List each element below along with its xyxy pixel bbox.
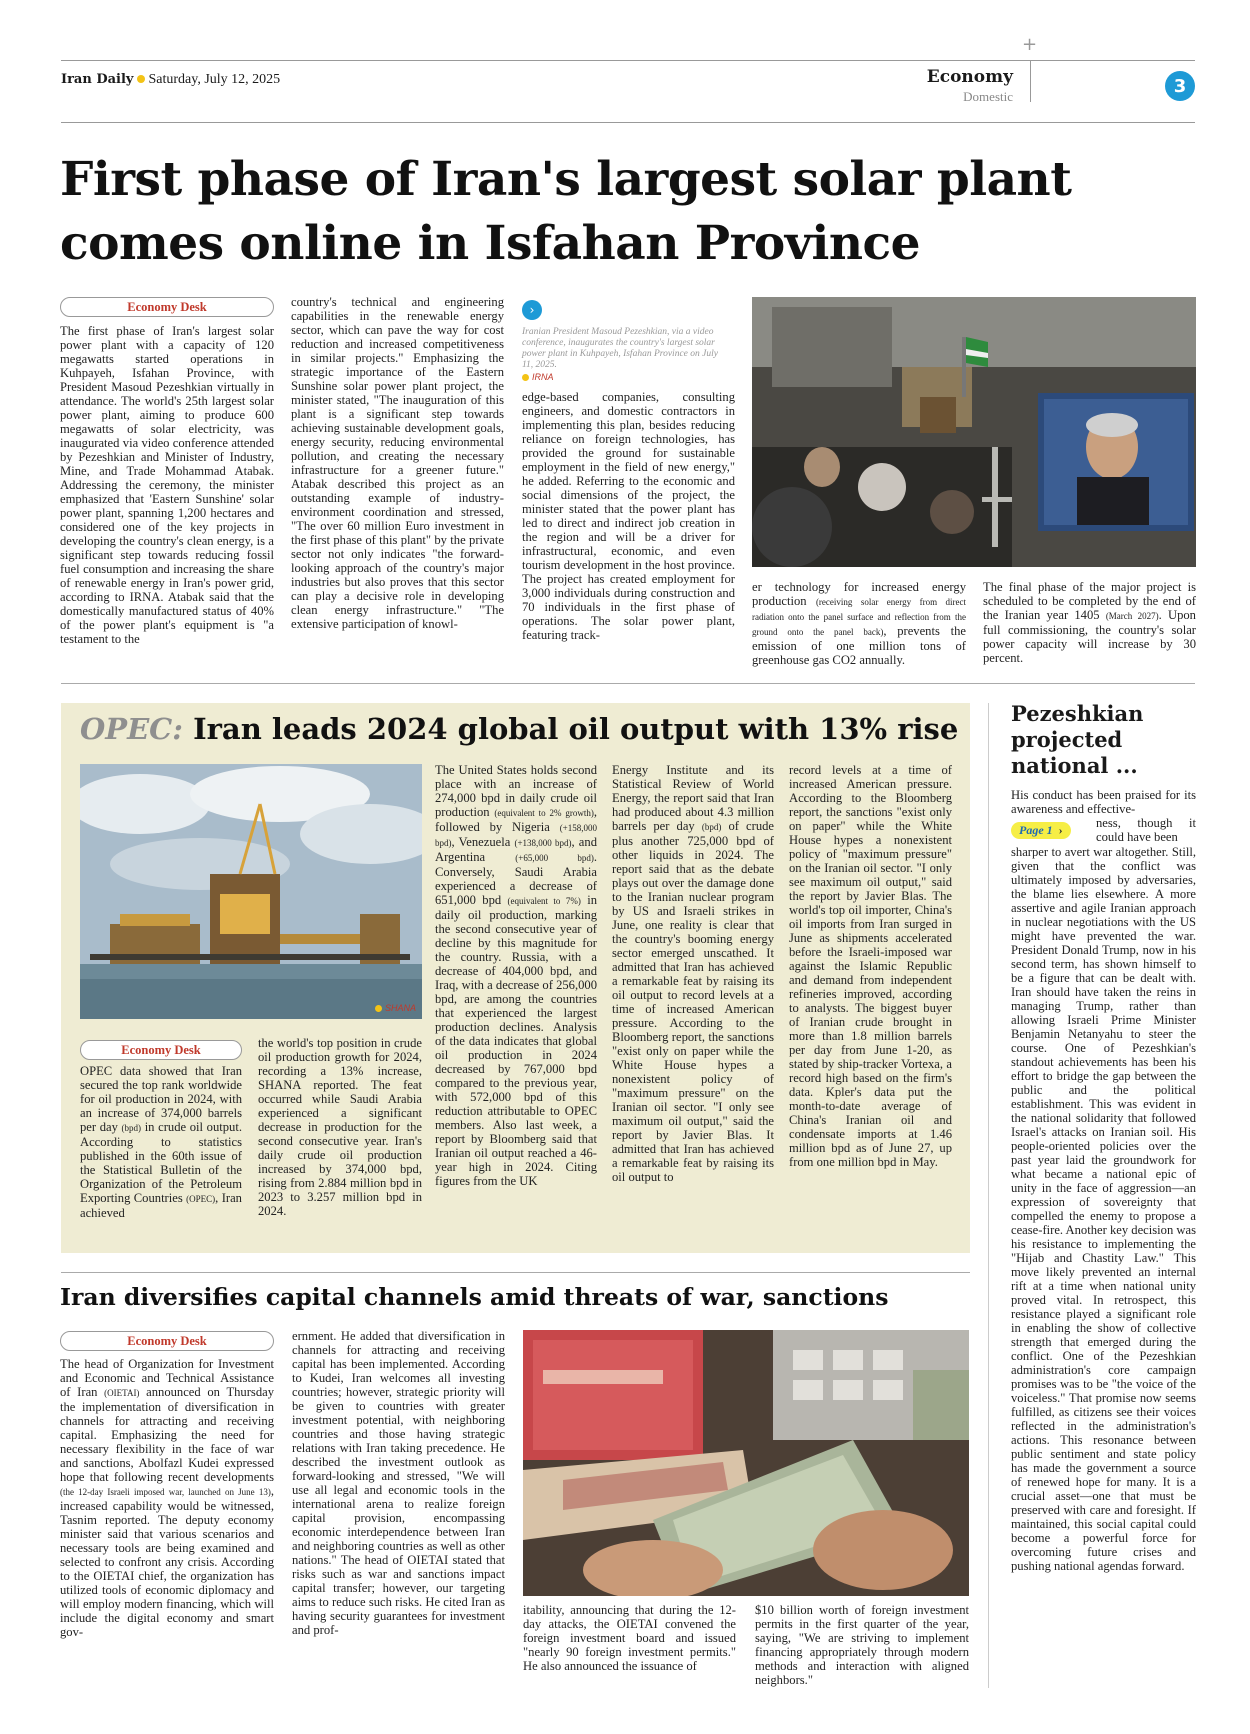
story3-desk-label: Economy Desk xyxy=(60,1331,274,1351)
currency-illustration xyxy=(523,1330,969,1596)
sidebar-body xyxy=(1011,845,1196,1690)
opec-col3-part-b: , followed by Nigeria xyxy=(435,805,597,834)
header-divider xyxy=(1030,60,1031,102)
story3-col1-part-c: , increased capability would be witnessed, Tasnim reported. The deputy economy minister said that various scenarios and necessary tools are being examined and selected to confront any crisis. According to the OIETAI chief, the organization has utilized tools of economic diplomacy and will employ modern financing, which will include the digital economy and smart gov- xyxy=(60,1484,274,1639)
story3-col1-part-b: announced on Thursday the implementation of diversification in channels for attracting and receiving capital. Emphasizing the need for necessary flexibility in the face of war and sanctions, Abolfazl Kudei expressed hope that following recent developments xyxy=(60,1385,274,1484)
yellow-dot-icon xyxy=(137,75,145,83)
opec-column-4 xyxy=(612,763,774,1239)
story1-col4-text xyxy=(752,580,966,667)
oil-platform-photo xyxy=(80,764,422,1019)
section-title: Economy xyxy=(926,67,1013,87)
issue-date: Saturday, July 12, 2025 xyxy=(148,72,281,87)
opec-col3-text xyxy=(435,763,597,1188)
story1-col5-text xyxy=(983,580,1196,665)
page1-label: Page 1 xyxy=(1019,823,1053,837)
opec-col1-part-b: in crude oil output. According to statistics published in the 60th issue of the Statistical Bulletin of the Organization of the Petroleum Exporting Countries xyxy=(80,1120,242,1205)
sidebar-intro xyxy=(1011,788,1196,816)
opec-col3-note-1: (equivalent to 2% growth) xyxy=(494,808,594,818)
story1-col4-part-b: , prevents the emission of one million tons of greenhouse gas CO2 annually. xyxy=(752,624,966,667)
sidebar-headline-line2: projected xyxy=(1011,727,1123,752)
opec-col3-part-d: , and Argentina xyxy=(435,835,597,864)
story1-credit-text: IRNA xyxy=(532,372,554,382)
opec-col3-note-2: (+158,000 bpd) xyxy=(435,823,597,848)
sidebar-body-text: sharper to avert war altogether. Still, given that the conflict was ultimately imposed by adversaries, the blame lies elsewhere. A more assertive and agile Iranian approach in nuclear negotiations with the US might have prevented the war. President Donald Trump, now in his second term, has shown himself to be a figure that can be dealt with. Iran should have taken the reins in managing Trump, rather than allowing Israeli Prime Minister Benjamin Netanyahu to steer the course. One of Pezeshkian's standout achievements has been his effort to bridge the gap between the public and the political establishment. This was evident in the national solidarity that followed Israel's attacks on Iranian soil. His people-oriented policies over the past year laid the groundwork for what became a national epic of unity in the face of aggression—an expression of sovereignty that compelled the enemy to propose a cease-fire. Another key decision was his resistance to implementing the "Hijab and Chastity Law." This move likely prevented an internal rift at a time when national unity proved vital. In retrospect, this resistance played a significant role in enabling the show of collective strength that emerged during the conflict. One of the Pezeshkian administration's core campaign promises was to be "the voice of the voiceless." That promise now seems fulfilled, as citizens see their voices reflected in the administration's actions. This resonance between public sentiment and state policy has made the government a source of renewed hope for many. It is a crucial asset—one that must be preserved with care and foresight. If maintained, this social capital could become a powerful force for overcoming future crises and pushing national agendas forward. xyxy=(1011,845,1196,1573)
opec-col1-note-1: (bpd) xyxy=(121,1123,142,1133)
page1-link[interactable] xyxy=(1011,819,1071,839)
chevron-right-icon[interactable]: › xyxy=(522,300,542,320)
opec-kicker: OPEC: xyxy=(80,712,183,746)
opec-col1-text xyxy=(80,1064,242,1220)
main-headline xyxy=(60,148,1160,276)
story1-column-4 xyxy=(752,580,966,667)
opec-column-5 xyxy=(789,763,952,1239)
story1-col4-part-a: er technology for increased energy production xyxy=(752,580,966,608)
oil-photo-credit-text: SHANA xyxy=(385,1003,417,1013)
story3-col1-text xyxy=(60,1357,274,1639)
opec-col4-part-b: of crude plus another 725,000 bpd of other liquids in 2024. The report said that as the debate plays out over the damage done to the Iranian nuclear program by US and Israeli strikes in June, one reality is clear that the country's booming energy sector emerged unscathed. It admitted that Iran has achieved a remarkable feat by raising its oil output to record levels at a time of increased American pressure. According to the Bloomberg report, the sanctions "exist only on paper while the White House hypes a nonexistent policy of "maximum pressure" on the Iranian oil sector. "I only see maximum oil output," said the report by Javier Blas. It admitted that Iran has achieved a remarkable feat by raising its oil output to xyxy=(612,819,774,1184)
opec-column-1 xyxy=(80,1064,242,1220)
story3-top-rule xyxy=(61,1272,970,1273)
opec-column-3 xyxy=(435,763,597,1239)
opec-col3-part-e: . Conversely, Saudi Arabia experienced a decrease of 651,000 bpd xyxy=(435,850,597,907)
story1-col5-part-b: . Upon full commissioning, the country's solar power capacity will increase by 30 percent. xyxy=(983,608,1196,665)
main-headline-line2: comes online in Isfahan Province xyxy=(60,216,921,271)
brand-name: Iran Daily xyxy=(61,72,134,87)
opec-col3-part-f: in daily oil production, marking the second consecutive year of decline by this magnitude for the country. Russia, with a decrease of 404,000 bpd, and Iraq, with a decrease of 256,000 bpd, are among the countries that experienced the largest production declines. Analysis of the data indicates that global oil production in 2024 decreased by 767,000 bpd compared to the previous year, with 572,000 bpd of this reduction attributable to OPEC members. Also last week, a report by Bloomberg said that Iranian oil output reached a 46-year high in 2024. Citing figures from the UK xyxy=(435,893,597,1188)
story3-column-1 xyxy=(60,1357,274,1687)
story3-column-4 xyxy=(755,1603,969,1687)
opec-col2-text: the world's top position in crude oil production growth for 2024, recording a 13% increase, SHANA reported. The feat occurred while Saudi Arabia experienced a significant decrease in production for the second consecutive year. Iran's daily crude oil production increased by 374,000 bpd, rising from 2.884 million bpd in 2023 to 3.257 million bpd in 2024. xyxy=(258,1036,422,1218)
opec-col4-note: (bpd) xyxy=(701,822,722,832)
currency-photo xyxy=(523,1330,969,1596)
story1-column-2 xyxy=(291,295,504,665)
story1-col4-note: (receiving solar energy from direct radiation onto the panel surface and reflection from the ground onto the panel back) xyxy=(752,597,967,637)
sidebar-headline-line3: national ... xyxy=(1011,753,1138,778)
opec-col3-part-a: The United States holds second place with an increase of 274,000 bpd in daily crude oil production xyxy=(435,763,597,819)
story3-col1-part-a: The head of Organization for Investment and Economic and Technical Assistance of Iran xyxy=(60,1357,274,1399)
story1-column-1 xyxy=(60,324,274,664)
opec-col4-text xyxy=(612,763,774,1184)
chevron-right-icon: › xyxy=(1058,823,1063,837)
sidebar-pre xyxy=(1096,816,1196,844)
story1-column-5 xyxy=(983,580,1196,665)
opec-col3-note-4: (+65,000 bpd) xyxy=(515,853,594,863)
opec-col3-note-5: (equivalent to 7%) xyxy=(507,896,581,906)
opec-col1-note-2: (OPEC) xyxy=(186,1194,216,1204)
plus-icon: + xyxy=(1022,34,1038,55)
economy-desk-label: Economy Desk xyxy=(60,297,274,317)
story1-col1-text: The first phase of Iran's largest solar power plant with a capacity of 120 megawatts started operations in Kuhpayeh, Isfahan Province, with President Masoud Pezeshkian virtually in attendance. The world's 25th largest solar power plant, aiming to produce 600 megawatts of solar electricity, was inaugurated via video conference attended by Pezeshkian and Minister of Industry, Mine, and Trade Mohammad Atabak. Addressing the ceremony, the minister emphasized that 'Eastern Sunshine' solar power plant, spanning 1,200 hectares and considered one of the key projects in developing the country's clean energy, is a significant step towards reducing fossil fuel consumption and increasing the share of renewable energy in Iran's power grid, according to IRNA. Atabak said that the domestically manufactured status of 40% of the power plant's equipment is "a testament to the xyxy=(60,324,274,646)
opec-col4-part-a: Energy Institute and its Statistical Review of World Energy, the report said that Iran had produced about 4.3 million barrels per day xyxy=(612,763,774,833)
story3-column-2 xyxy=(292,1329,505,1687)
story1-bottom-rule xyxy=(61,683,1195,684)
story3-headline: Iran diversifies capital channels amid threats of war, sanctions xyxy=(60,1283,889,1311)
opec-col3-note-3: (+138,000 bpd) xyxy=(514,838,572,848)
page1-button[interactable] xyxy=(1011,822,1071,839)
sidebar-headline-line1: Pezeshkian xyxy=(1011,701,1144,726)
sidebar-divider xyxy=(988,703,989,1688)
main-headline-line1: First phase of Iran's largest solar plant xyxy=(60,152,1072,207)
oil-photo-credit xyxy=(375,1003,416,1013)
opec-headline xyxy=(80,712,958,746)
sidebar-headline xyxy=(1011,701,1197,779)
page-number-badge: 3 xyxy=(1165,71,1195,101)
story3-column-3 xyxy=(523,1603,736,1673)
header-top-rule xyxy=(61,60,1195,61)
conference-scene-illustration xyxy=(752,297,1196,567)
opec-column-2 xyxy=(258,1036,422,1218)
solar-conference-photo xyxy=(752,297,1196,567)
story1-photo-caption: Iranian President Masoud Pezeshkian, via a video conference, inaugurates the country's largest solar power plant in Kuhpayeh, Isfahan Province on July 11, 2025. xyxy=(522,327,718,370)
oil-platform-illustration xyxy=(80,764,422,1019)
opec-desk-label: Economy Desk xyxy=(80,1040,242,1060)
header-brand-line xyxy=(61,68,280,88)
story3-col3-text: itability, announcing that during the 12-day attacks, the OIETAI convened the foreign investment board and issued "nearly 90 foreign investment permits." He also announced the issuance of xyxy=(523,1603,736,1673)
header-bottom-rule xyxy=(61,122,1195,123)
story3-col1-note-1: (OIETAI) xyxy=(104,1388,140,1398)
sidebar-pre-text: ness, though it could have been xyxy=(1096,816,1196,844)
opec-col1-part-a: OPEC data showed that Iran secured the top rank worldwide for oil production in 2024, with an increase of 374,000 barrels per day xyxy=(80,1064,242,1134)
story3-col1-note-2: (the 12-day Israeli imposed war, launched on June 13) xyxy=(60,1487,271,1497)
opec-col1-part-c: , Iran achieved xyxy=(80,1191,242,1220)
story1-col5-part-a: The final phase of the major project is scheduled to be completed by the end of the Iranian year 1405 xyxy=(983,580,1196,622)
yellow-dot-icon xyxy=(375,1005,382,1012)
yellow-dot-icon xyxy=(522,374,529,381)
story1-col3-text: edge-based companies, consulting engineers, and domestic contractors in implementing this plan, besides reducing reliance on foreign technologies, has provided the ground for sustainable employment in the field of new energy," he added. Referring to the economic and social dimensions of the project, the minister stated that the power plant has led to direct and indirect job creation in the region and will be a driver for infrastructural, economic, and even tourism development in the host province. The project has created employment for 3,000 individuals during construction and 70 individuals in the first phase of operations. The solar power plant, featuring track- xyxy=(522,390,735,642)
subsection-title: Domestic xyxy=(963,89,1013,104)
opec-headline-text: Iran leads 2024 global oil output with 13% rise xyxy=(193,712,959,746)
story3-col2-text: ernment. He added that diversification in channels for attracting and receiving capital has been implemented. According to Kudei, Iran welcomes all investing countries; however, strategic priority will be given to countries with greater investment potential, with neighboring countries and those having strategic relations with Iran taking precedence. He described the investment outlook as forward-looking and stressed, "We will use all legal and economic tools in the international arena to realize foreign capital provision, encompassing economic interdependence between Iran and neighboring countries as well as other nations." The head of OIETAI stated that risks such as war and sanctions impact capital transfer; however, our targeting aims to reduce such risks. He cited Iran as having security guarantees for investment and prof- xyxy=(292,1329,505,1637)
opec-col5-text: record levels at a time of increased American pressure. According to the Bloomberg report, the sanctions "exist only on paper" while the White House hypes a nonexistent policy of "maximum pressure" on the Iranian oil sector. "I only see maximum oil output," said the report by Javier Blas. The world's top oil importer, China's oil imports from Iran surged in June as shipments accelerated before the Israeli-imposed war against the Islamic Republic and demand from independent refineries improved, according to analysts. The biggest buyer of Iranian crude brought in more than 1.8 million barrels per day from June 1-20, as stated by ship-tracker Vortexa, a record high based on the firm's data. Kpler's data put the month-to-date average of China's Iranian oil and condensate imports at 1.46 million bpd as of June 27, up from one million bpd in May. xyxy=(789,763,952,1169)
story1-column-3 xyxy=(522,390,735,665)
story1-col2-text: country's technical and engineering capabilities in the renewable energy sector, which can pave the way for cost reduction and increased competitiveness in similar projects." Emphasizing the strategic importance of the Eastern Sunshine solar power plant project, the minister stated, "The inauguration of this plant is a significant step towards achieving sustainable development goals, energy security, reducing environmental pollution, and creating the necessary infrastructure for a greener future." Atabak described this project as an outstanding example of industry-environment coordination and stressed, "The over 60 million Euro investment in the first phase of this plant" by the private sector not only indicates "the forward-looking approach of the country's major industries but also proves that this sector can play a decisive role in developing clean energy infrastructure." "The extensive participation of knowl- xyxy=(291,295,504,631)
opec-col3-part-c: , Venezuela xyxy=(451,835,511,849)
story3-col4-text: $10 billion worth of foreign investment permits in the first quarter of the year, saying, "We are striving to implement financing appropriately through modern methods and interaction with aligned neighbors." xyxy=(755,1603,969,1687)
story1-photo-credit xyxy=(522,372,554,382)
sidebar-intro-text: His conduct has been praised for its awareness and effective- xyxy=(1011,788,1196,816)
story1-col5-note: (March 2027) xyxy=(1105,611,1159,621)
